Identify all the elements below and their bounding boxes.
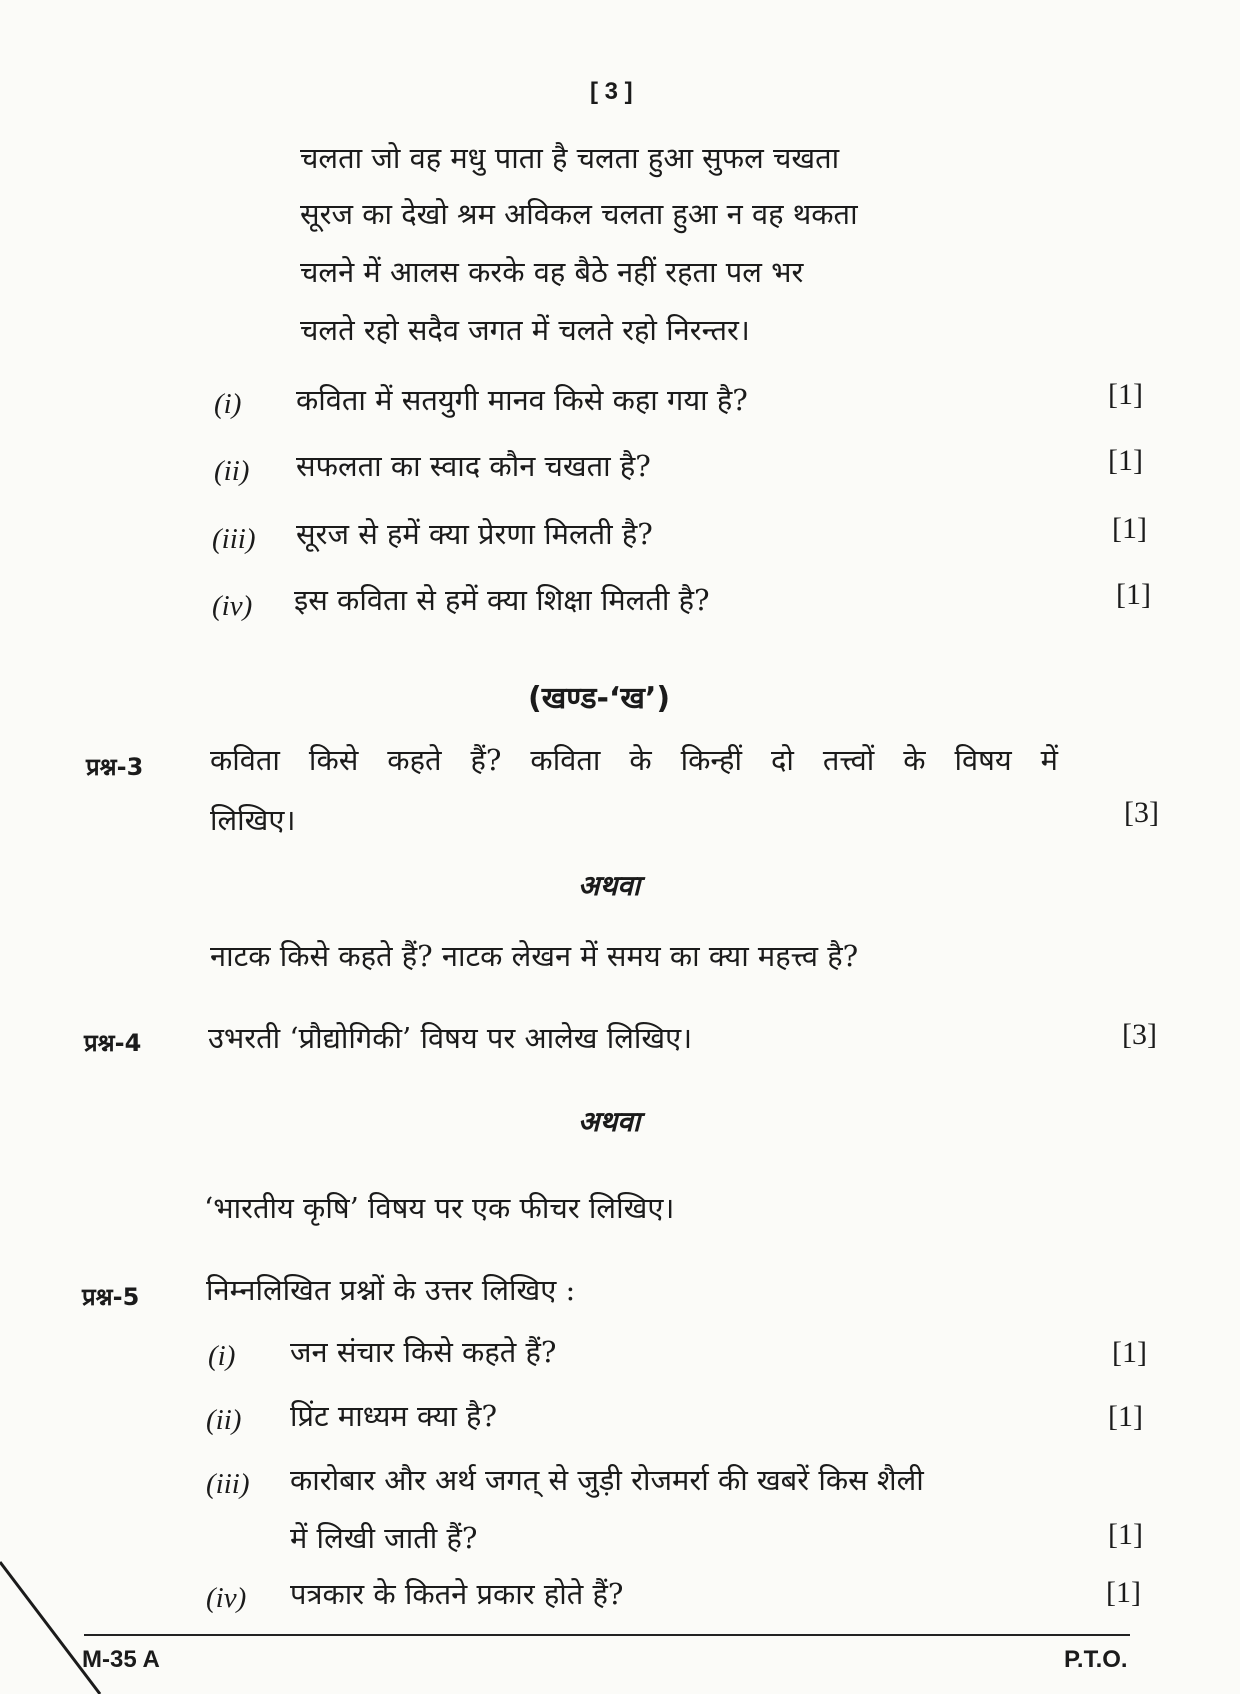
q5-sub-text: प्रिंट माध्यम क्या है? <box>290 1399 497 1433</box>
poem-line-1: चलता जो वह मधु पाता है चलता हुआ सुफल चखता <box>300 141 840 175</box>
q2-sub-text: इस कविता से हमें क्या शिक्षा मिलती है? <box>294 583 710 617</box>
q5-sub-marks: [1] <box>1108 1400 1143 1433</box>
question-marks: [3] <box>1122 1018 1157 1051</box>
question-text: उभरती ‘प्रौद्योगिकी’ विषय पर आलेख लिखिए। <box>208 1021 693 1055</box>
question-text: कविता किसे कहते हैं? कविता के किन्हीं दो तत्त्वों के विषय में <box>210 743 1058 777</box>
poem-line-2: सूरज का देखो श्रम अविकल चलता हुआ न वह थकता <box>300 197 858 231</box>
q5-sub-text-cont: में लिखी जाती हैं? <box>290 1521 478 1555</box>
q2-sub-text: कविता में सतयुगी मानव किसे कहा गया है? <box>296 383 748 417</box>
q2-sub-num: (iii) <box>212 523 256 555</box>
or-label: अथवा <box>578 869 641 902</box>
q2-sub-marks: [1] <box>1108 378 1143 411</box>
q5-sub-num: (iii) <box>206 1468 250 1500</box>
poem-line-4: चलते रहो सदैव जगत में चलते रहो निरन्तर। <box>300 313 750 347</box>
question-marks: [3] <box>1124 796 1159 829</box>
q2-sub-marks: [1] <box>1112 512 1147 545</box>
corner-diagonal-mark <box>0 1560 110 1694</box>
alternative-question-text: ‘भारतीय कृषि’ विषय पर एक फीचर लिखिए। <box>204 1191 675 1225</box>
page-number: [ 3 ] <box>590 78 633 105</box>
q2-sub-marks: [1] <box>1108 444 1143 477</box>
question-label: प्रश्न-3 <box>86 753 144 781</box>
footer-code: M-35 A <box>82 1646 160 1673</box>
q2-sub-num: (i) <box>214 388 242 420</box>
footer-rule <box>84 1634 1130 1636</box>
q5-sub-num: (ii) <box>206 1404 242 1436</box>
q5-sub-num: (i) <box>208 1340 236 1372</box>
question-label: प्रश्न-5 <box>82 1283 140 1311</box>
section-heading: (खण्ड-‘ख’) <box>528 681 671 716</box>
q5-sub-text: कारोबार और अर्थ जगत् से जुड़ी रोजमर्रा की खबरें किस शैली <box>290 1463 924 1497</box>
q5-sub-num: (iv) <box>206 1582 247 1614</box>
footer-pto: P.T.O. <box>1064 1646 1128 1673</box>
poem-line-3: चलने में आलस करके वह बैठे नहीं रहता पल भर <box>300 255 804 289</box>
q2-sub-text: सूरज से हमें क्या प्रेरणा मिलती है? <box>296 517 653 551</box>
q2-sub-num: (ii) <box>214 455 250 487</box>
q5-sub-marks: [1] <box>1112 1336 1147 1369</box>
q2-sub-num: (iv) <box>212 590 253 622</box>
q5-sub-text: पत्रकार के कितने प्रकार होते हैं? <box>290 1577 624 1611</box>
question-text: निम्नलिखित प्रश्नों के उत्तर लिखिए : <box>206 1273 576 1307</box>
q5-sub-marks: [1] <box>1108 1518 1143 1551</box>
q2-sub-marks: [1] <box>1116 578 1151 611</box>
q5-sub-marks: [1] <box>1106 1576 1141 1609</box>
alternative-question-text: नाटक किसे कहते हैं? नाटक लेखन में समय का क्या महत्त्व है? <box>210 939 859 973</box>
question-label: प्रश्न-4 <box>84 1029 142 1057</box>
q2-sub-text: सफलता का स्वाद कौन चखता है? <box>296 449 651 483</box>
or-label: अथवा <box>578 1105 641 1138</box>
question-text-cont: लिखिए। <box>210 803 296 837</box>
q5-sub-text: जन संचार किसे कहते हैं? <box>290 1335 557 1369</box>
